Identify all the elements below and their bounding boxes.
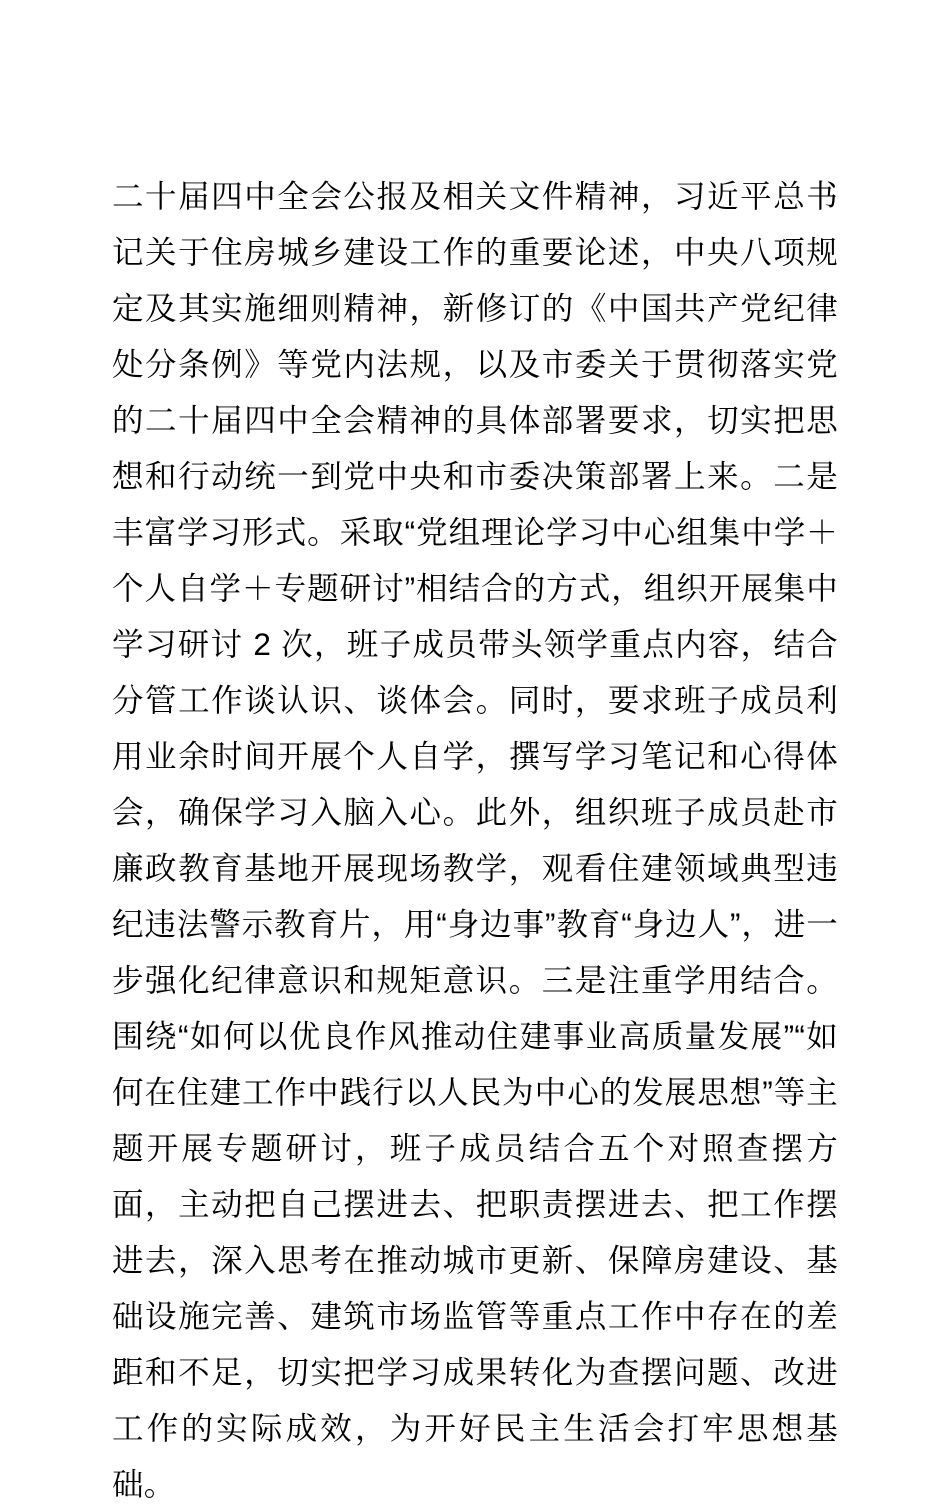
body-paragraph: 二十届四中全会公报及相关文件精神，习近平总书记关于住房城乡建设工作的重要论述，中央八项规定及其实施细则精神，新修订的《中国共产党纪律处分条例》等党内法规，以及市委关于贯彻落实党的二十届四中全会精神的具体部署要求，切实把思想和行动统一到党中央和市委决策部署上来。二是丰富学习形式。采取“党组理论学习中心组集中学＋个人自学＋专题研讨”相结合的方式，组织开展集中学习研讨 2 次，班子成员带头领学重点内容，结合分管工作谈认识、谈体会。同时，要求班子成员利用业余时间开展个人自学，撰写学习笔记和心得体会，确保学习入脑入心。此外，组织班子成员赴市廉政教育基地开展现场教学，观看住建领域典型违纪违法警示教育片，用“身边事”教育“身边人”，进一步强化纪律意识和规矩意识。三是注重学用结合。围绕“如何以优良作风推动住建事业高质量发展”“如何在住建工作中践行以人民为中心的发展思想”等主题开展专题研讨，班子成员结合五个对照查摆方面，主动把自己摆进去、把职责摆进去、把工作摆进去，深入思考在推动城市更新、保障房建设、基础设施完善、建筑市场监管等重点工作中存在的差距和不足，切实把学习成果转化为查摆问题、改进工作的实际成效，为开好民主生活会打牢思想基础。	[112, 178, 838, 1502]
document-body	[112, 168, 838, 1512]
